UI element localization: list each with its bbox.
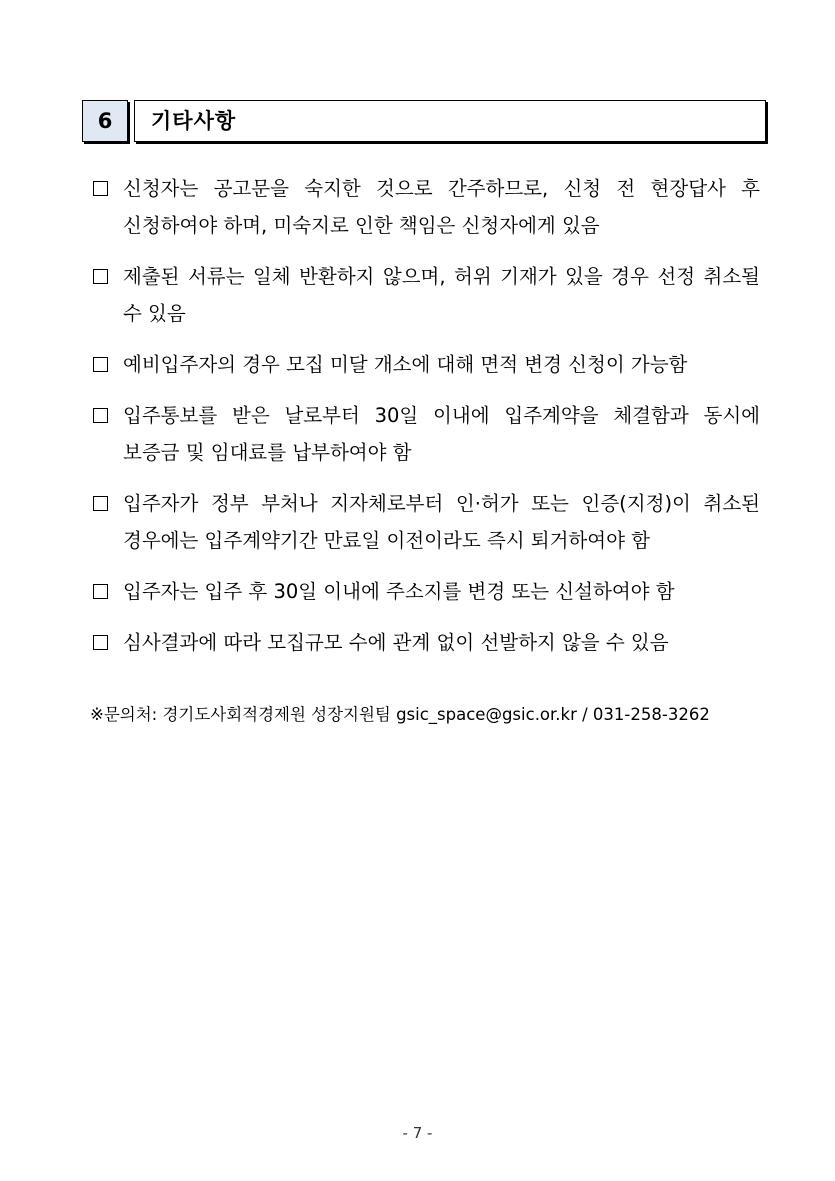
list-item-text: 예비입주자의 경우 모집 미달 개소에 대해 면적 변경 신청이 가능함 bbox=[123, 353, 688, 376]
checkbox-bullet-icon bbox=[93, 635, 108, 650]
list-item bbox=[90, 624, 760, 661]
section-number: 6 bbox=[82, 100, 128, 142]
list-item-text: 신청자는 공고문을 숙지한 것으로 간주하므로, 신청 전 현장답사 후 신청하여야 하며, 미숙지로 인한 책임은 신청자에게 있음 bbox=[123, 177, 760, 237]
list-item bbox=[90, 258, 760, 332]
list-item-text: 입주자가 정부 부처나 지자체로부터 인·허가 또는 인증(지정)이 취소된 경우에는 입주계약기간 만료일 이전이라도 즉시 퇴거하여야 함 bbox=[123, 492, 760, 552]
checkbox-bullet-icon bbox=[93, 408, 108, 423]
section-title-box bbox=[134, 100, 766, 142]
contact-info: ※문의처: 경기도사회적경제원 성장지원팀 gsic_space@gsic.or.kr / 031-258-3262 bbox=[90, 705, 710, 724]
checkbox-bullet-icon bbox=[93, 269, 108, 284]
list-item bbox=[90, 397, 760, 471]
checkbox-bullet-icon bbox=[93, 584, 108, 599]
list-item bbox=[90, 573, 760, 610]
list-item bbox=[90, 170, 760, 244]
list-item bbox=[90, 485, 760, 559]
list-item-text: 입주자는 입주 후 30일 이내에 주소지를 변경 또는 신설하여야 함 bbox=[123, 580, 675, 603]
list-item-text: 입주통보를 받은 날로부터 30일 이내에 입주계약을 체결함과 동시에 보증금 및 임대료를 납부하여야 함 bbox=[123, 404, 760, 464]
checkbox-bullet-icon bbox=[93, 496, 108, 511]
notice-list bbox=[90, 170, 760, 675]
list-item bbox=[90, 346, 760, 383]
checkbox-bullet-icon bbox=[93, 181, 108, 196]
page-number: - 7 - bbox=[402, 1124, 433, 1142]
list-item-text: 심사결과에 따라 모집규모 수에 관계 없이 선발하지 않을 수 있음 bbox=[123, 631, 669, 654]
section-title: 기타사항 bbox=[151, 109, 237, 133]
list-item-text: 제출된 서류는 일체 반환하지 않으며, 허위 기재가 있을 경우 선정 취소될 수 있음 bbox=[123, 265, 760, 325]
checkbox-bullet-icon bbox=[93, 357, 108, 372]
section-header bbox=[82, 100, 766, 144]
